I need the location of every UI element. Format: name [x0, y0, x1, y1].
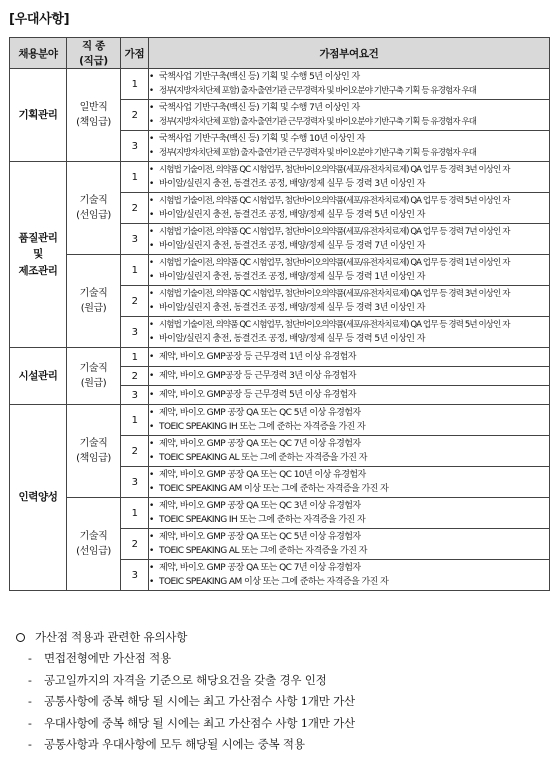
rank-label: 기술직 [79, 531, 108, 542]
bullet-icon: • [149, 303, 154, 313]
requirement-cell [149, 405, 550, 436]
grade-cell: 2 [121, 436, 149, 467]
header-field: 채용분야 [10, 38, 67, 69]
requirement-line [149, 194, 549, 208]
requirement-line [149, 482, 549, 496]
requirement-text: 시험법 기술이전, 의약품 QC 시험업무, 첨단바이오의약품(세포/유전자치료제) QA 업무 등 경력 3년 이상인 자 [159, 289, 510, 299]
note-item [14, 734, 544, 756]
requirement-cell [149, 348, 550, 367]
requirement-line [149, 177, 549, 191]
requirement-text: TOEIC SPEAKING IH 또는 그에 준하는 자격증을 가진 자 [159, 422, 366, 432]
field-label: 시설관리 [18, 369, 58, 382]
bullet-icon: • [149, 165, 154, 175]
requirement-line [149, 575, 549, 589]
bullet-icon: • [149, 515, 154, 525]
requirement-line [149, 332, 549, 346]
note-text: 우대사항에 중복 해당 될 시에는 최고 가산점수 사항 1개만 가산 [44, 715, 355, 730]
table-row [10, 498, 550, 529]
requirement-line [149, 420, 549, 434]
requirement-text: 제약, 바이오 GMP공장 등 근무경력 1년 이상 유경험자 [159, 352, 356, 362]
requirement-cell [149, 162, 550, 193]
requirement-line [149, 301, 549, 315]
requirement-line [149, 530, 549, 544]
rank-label: 기술직 [79, 363, 108, 374]
requirement-line [149, 270, 549, 284]
rank-label: (원급) [80, 303, 107, 314]
requirement-text: 바이알/실린지 충전, 동결건조 공정, 배양/정제 실무 등 경력 7년 이상인 자 [159, 241, 425, 251]
header-rank-line2: (직급) [79, 55, 108, 67]
bullet-icon: • [149, 258, 154, 268]
note-text: 공통사항과 우대사항에 모두 해당될 시에는 중복 적용 [44, 737, 305, 751]
grade-cell: 1 [121, 162, 149, 193]
requirement-text: 국책사업 기반구축(백신 등) 기획 및 수행 5년 이상인 자 [159, 72, 360, 82]
requirement-text: 제약, 바이오 GMP공장 등 근무경력 5년 이상 유경험자 [159, 390, 356, 400]
table-row [10, 69, 550, 100]
note-item [14, 713, 544, 735]
rank-label: 기술직 [79, 438, 108, 449]
requirement-line [149, 115, 549, 129]
bullet-icon: • [149, 272, 154, 282]
requirement-line [149, 70, 549, 84]
bullet-icon: • [149, 390, 154, 400]
bullet-icon: • [149, 320, 154, 330]
requirement-text: 시험법 기술이전, 의약품 QC 시험업무, 첨단바이오의약품(세포/유전자치료제) QA 업무 등 경력 5년 이상인 자 [159, 320, 510, 330]
requirement-text: TOEIC SPEAKING AM 이상 또는 그에 준하는 자격증을 가진 자 [159, 484, 389, 494]
requirement-text: 정부(지방자치단체 포함) 출자·출연기관 근무경력자 및 바이오분야 기반구축 기획 등 유경험자 우대 [159, 148, 477, 158]
requirement-line [149, 513, 549, 527]
grade-cell: 1 [121, 255, 149, 286]
requirement-text: 바이알/실린지 충전, 동결건조 공정, 배양/정제 실무 등 경력 3년 이상인 자 [159, 303, 425, 313]
requirement-cell [149, 69, 550, 100]
requirement-line [149, 318, 549, 332]
requirement-line [149, 388, 549, 402]
requirement-line [149, 544, 549, 558]
requirement-text: TOEIC SPEAKING AL 또는 그에 준하는 자격증을 가진 자 [159, 546, 367, 556]
dash-bullet-icon: - [28, 672, 32, 687]
table-row [10, 405, 550, 436]
requirement-cell [149, 131, 550, 162]
bullet-icon: • [149, 227, 154, 237]
requirement-line [149, 350, 549, 364]
rank-cell [67, 348, 121, 405]
rank-label: (선임급) [76, 210, 111, 221]
notes-section [14, 626, 544, 756]
requirement-text: 제약, 바이오 GMP 공장 QA 또는 QC 7년 이상 유경험자 [159, 439, 361, 449]
header-rank-line1: 직 종 [81, 40, 106, 52]
requirement-text: 시험법 기술이전, 의약품 QC 시험업무, 첨단바이오의약품(세포/유전자치료제) QA 업무 등 경력 5년 이상인 자 [159, 196, 510, 206]
note-text: 공통사항에 중복 해당 될 시에는 최고 가산점수 사항 1개만 가산 [44, 694, 355, 708]
requirement-line [149, 499, 549, 513]
bullet-icon: • [149, 352, 154, 362]
requirement-line [149, 369, 549, 383]
requirement-text: 바이알/실린지 충전, 동결건조 공정, 배양/정제 실무 등 경력 5년 이상인 자 [159, 210, 425, 220]
requirement-cell [149, 317, 550, 348]
notes-heading: 가산점 적용과 관련한 유의사항 [35, 630, 188, 644]
requirement-cell [149, 498, 550, 529]
bullet-icon: • [149, 532, 154, 542]
grade-cell: 2 [121, 286, 149, 317]
bullet-icon: • [149, 334, 154, 344]
requirement-line [149, 208, 549, 222]
requirement-text: 제약, 바이오 GMP 공장 QA 또는 QC 5년 이상 유경험자 [159, 532, 361, 542]
requirement-cell [149, 224, 550, 255]
requirement-line [149, 132, 549, 146]
bullet-icon: • [149, 371, 154, 381]
rank-label: (책임급) [76, 117, 111, 128]
bullet-icon: • [149, 470, 154, 480]
rank-label: 일반직 [79, 102, 108, 113]
table-body [10, 69, 550, 591]
requirement-line [149, 561, 549, 575]
grade-cell: 1 [121, 498, 149, 529]
table-row [10, 255, 550, 286]
requirement-line [149, 406, 549, 420]
field-label: 및 [33, 248, 43, 261]
dash-bullet-icon: - [28, 651, 32, 665]
header-rank [67, 38, 121, 69]
note-item [14, 670, 544, 692]
header-requirements: 가점부여요건 [149, 38, 550, 69]
section-title: [우대사항] [9, 12, 70, 27]
bullet-icon: • [149, 563, 154, 573]
grade-cell: 1 [121, 348, 149, 367]
requirement-cell [149, 367, 550, 386]
requirement-line [149, 163, 549, 177]
bullet-icon: • [149, 501, 154, 511]
bullet-icon: • [149, 408, 154, 418]
bullet-icon: • [149, 422, 154, 432]
requirement-cell [149, 100, 550, 131]
requirement-text: 제약, 바이오 GMP공장 등 근무경력 3년 이상 유경험자 [159, 371, 356, 381]
requirement-cell [149, 193, 550, 224]
preference-table [9, 37, 550, 591]
bullet-icon: • [149, 179, 154, 189]
circle-bullet-icon [16, 633, 25, 642]
grade-cell: 1 [121, 405, 149, 436]
requirement-text: 제약, 바이오 GMP 공장 QA 또는 QC 7년 이상 유경험자 [159, 563, 361, 573]
bullet-icon: • [149, 453, 154, 463]
dash-bullet-icon: - [28, 737, 32, 751]
requirement-cell [149, 386, 550, 405]
requirement-line [149, 256, 549, 270]
grade-cell: 2 [121, 193, 149, 224]
rank-cell [67, 498, 121, 591]
grade-cell: 3 [121, 317, 149, 348]
header-grade: 가점 [121, 38, 149, 69]
table-row [10, 162, 550, 193]
requirement-line [149, 468, 549, 482]
bullet-icon: • [149, 134, 154, 144]
requirement-text: 바이알/실린지 충전, 동결건조 공정, 배양/정제 실무 등 경력 3년 이상인 자 [159, 179, 425, 189]
rank-cell [67, 405, 121, 498]
requirement-cell [149, 560, 550, 591]
requirement-text: 시험법 기술이전, 의약품 QC 시험업무, 첨단바이오의약품(세포/유전자치료제) QA 업무 등 경력 7년 이상인 자 [159, 227, 510, 237]
bullet-icon: • [149, 86, 154, 96]
requirement-text: 제약, 바이오 GMP 공장 QA 또는 QC 3년 이상 유경험자 [159, 501, 361, 511]
bullet-icon: • [149, 484, 154, 494]
requirement-text: 바이알/실린지 충전, 동결건조 공정, 배양/정제 실무 등 경력 1년 이상인 자 [159, 272, 425, 282]
dash-bullet-icon: - [28, 694, 32, 708]
rank-label: 기술직 [79, 288, 108, 299]
bullet-icon: • [149, 439, 154, 449]
requirement-text: 시험법 기술이전, 의약품 QC 시험업무, 첨단바이오의약품(세포/유전자치료제) QA 업무 등 경력 1년 이상인 자 [159, 258, 510, 268]
field-cell [10, 162, 67, 348]
requirement-line [149, 437, 549, 451]
field-cell [10, 405, 67, 591]
bullet-icon: • [149, 148, 154, 158]
requirement-cell [149, 255, 550, 286]
bullet-icon: • [149, 103, 154, 113]
dash-bullet-icon: - [28, 715, 32, 730]
requirement-text: TOEIC SPEAKING IH 또는 그에 준하는 자격증을 가진 자 [159, 515, 366, 525]
note-text: 공고일까지의 자격을 기준으로 해당요건을 갖출 경우 인정 [44, 672, 327, 687]
note-text: 면접전형에만 가산점 적용 [44, 651, 171, 665]
bullet-icon: • [149, 546, 154, 556]
field-label: 품질관리 [18, 232, 58, 245]
field-label: 기획관리 [18, 108, 58, 121]
grade-cell: 3 [121, 560, 149, 591]
note-item [14, 648, 544, 670]
grade-cell: 3 [121, 467, 149, 498]
field-cell [10, 69, 67, 162]
grade-cell: 3 [121, 131, 149, 162]
note-item [14, 691, 544, 713]
bullet-icon: • [149, 72, 154, 82]
requirement-text: 제약, 바이오 GMP 공장 QA 또는 QC 10년 이상 유경험자 [159, 470, 366, 480]
grade-cell: 2 [121, 529, 149, 560]
requirement-line [149, 84, 549, 98]
bullet-icon: • [149, 117, 154, 127]
requirement-text: TOEIC SPEAKING AL 또는 그에 준하는 자격증을 가진 자 [159, 453, 367, 463]
requirement-text: TOEIC SPEAKING AM 이상 또는 그에 준하는 자격증을 가진 자 [159, 577, 389, 587]
requirement-line [149, 451, 549, 465]
rank-label: (원급) [80, 378, 107, 389]
grade-cell: 2 [121, 100, 149, 131]
requirement-text: 정부(지방자치단체 포함) 출자·출연기관 근무경력자 및 바이오분야 기반구축 기획 등 유경험자 우대 [159, 117, 477, 127]
rank-label: (선임급) [76, 546, 111, 557]
bullet-icon: • [149, 241, 154, 251]
requirement-cell [149, 467, 550, 498]
requirement-text: 정부(지방자치단체 포함) 출자·출연기관 근무경력자 및 바이오분야 기반구축 기획 등 유경험자 우대 [159, 86, 477, 96]
requirement-text: 제약, 바이오 GMP 공장 QA 또는 QC 5년 이상 유경험자 [159, 408, 361, 418]
requirement-line [149, 287, 549, 301]
grade-cell: 2 [121, 367, 149, 386]
rank-cell [67, 255, 121, 348]
field-cell [10, 348, 67, 405]
requirement-text: 시험법 기술이전, 의약품 QC 시험업무, 첨단바이오의약품(세포/유전자치료제) QA 업무 등 경력 3년 이상인 자 [159, 165, 510, 175]
bullet-icon: • [149, 210, 154, 220]
table-row [10, 348, 550, 367]
field-label: 제조관리 [18, 264, 58, 277]
field-label: 인력양성 [18, 491, 58, 504]
requirement-cell [149, 529, 550, 560]
requirement-line [149, 146, 549, 160]
requirement-line [149, 225, 549, 239]
requirement-text: 국책사업 기반구축(백신 등) 기획 및 수행 10년 이상인 자 [159, 134, 365, 144]
rank-cell [67, 69, 121, 162]
requirement-line [149, 239, 549, 253]
rank-cell [67, 162, 121, 255]
requirement-cell [149, 286, 550, 317]
requirement-cell [149, 436, 550, 467]
bullet-icon: • [149, 289, 154, 299]
notes-heading-row [14, 626, 544, 648]
requirement-text: 바이알/실린지 충전, 동결건조 공정, 배양/정제 실무 등 경력 5년 이상인 자 [159, 334, 425, 344]
rank-label: 기술직 [79, 195, 108, 206]
table-header-row [10, 38, 550, 69]
rank-label: (책임급) [76, 453, 111, 464]
bullet-icon: • [149, 577, 154, 587]
grade-cell: 3 [121, 386, 149, 405]
notes-list [14, 648, 544, 756]
requirement-text: 국책사업 기반구축(백신 등) 기획 및 수행 7년 이상인 자 [159, 103, 360, 113]
requirement-line [149, 101, 549, 115]
grade-cell: 3 [121, 224, 149, 255]
grade-cell: 1 [121, 69, 149, 100]
bullet-icon: • [149, 196, 154, 206]
